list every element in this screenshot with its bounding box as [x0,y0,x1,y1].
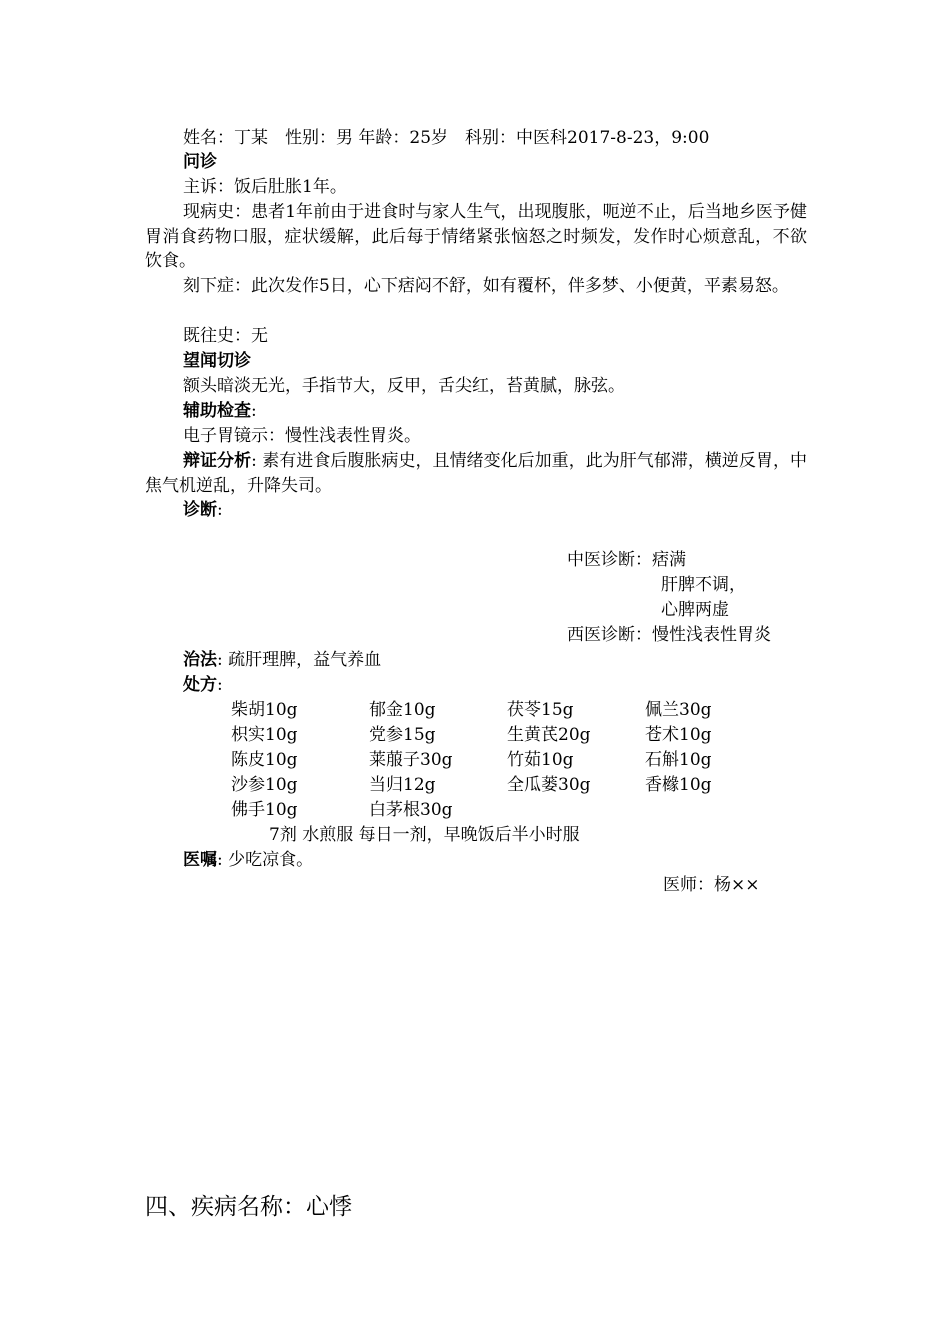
tcm-diagnosis-line3: 心脾两虚 [661,600,729,620]
advice-text: : 少吃凉食。 [217,850,314,870]
tcm-diagnosis-line2: 肝脾不调， [661,575,746,595]
herb-item: 佛手10g [231,800,298,820]
herb-row [231,773,791,798]
tcm-diagnosis [567,548,686,572]
heading-treatment: 治法 [183,650,217,670]
past-history: 既往史：无 [183,326,268,346]
treatment-line [183,648,381,672]
aux-text: 电子胃镜示：慢性浅表性胃炎。 [183,426,421,446]
section-title: 四、疾病名称：心悸 [145,1194,352,1220]
herb-item: 香橼10g [645,775,712,795]
herb-item: 沙参10g [231,775,298,795]
doctor-signature: 医师：杨×× [663,875,760,895]
tcm-diagnosis-label: 中医诊断： [567,550,652,570]
diagnosis-colon: : [217,500,223,520]
heading-wangwen: 望闻切诊 [183,351,251,371]
chief-complaint: 主诉：饭后肚胀1年。 [183,177,347,197]
herb-item: 白茅根30g [369,800,453,820]
herb-item: 佩兰30g [645,700,712,720]
herb-item: 柴胡10g [231,700,298,720]
herb-item: 全瓜蒌30g [507,775,591,795]
analysis-text: : 素有进食后腹胀病史，且情绪变化后加重，此为肝气郁滞，横逆反胃，中焦气机逆乱，升降失司。 [145,451,808,496]
wm-diagnosis-label: 西医诊断： [567,625,652,645]
prescription-grid [231,698,791,823]
present-history: 现病史：患者1年前由于进食时与家人生气，出现腹胀，呃逆不止，后当地乡医予健胃消食药物口服，症状缓解，此后每于情绪紧张恼怒之时频发，发作时心烦意乱，不欲饮食。 [145,202,807,271]
herb-item: 石斛10g [645,750,712,770]
heading-analysis: 辩证分析 [183,451,252,471]
current-symptoms: 刻下症：此次发作5日，心下痞闷不舒，如有覆杯，伴多梦、小便黄，平素易怒。 [183,276,789,296]
analysis-paragraph [145,449,807,498]
heading-aux: 辅助检查 [183,401,251,421]
herb-item: 枳实10g [231,725,298,745]
advice-line [183,848,313,872]
aux-colon: : [251,401,257,421]
treatment-text: : 疏肝理脾，益气养血 [217,650,382,670]
wm-diagnosis [567,623,771,647]
patient-header-line: 姓名：丁某 性别：男 年龄：25岁 科别：中医科2017-8-23，9:00 [183,128,710,148]
herb-item: 竹茹10g [507,750,574,770]
herb-item: 莱菔子30g [369,750,453,770]
tcm-diagnosis-value: 痞满 [652,550,686,570]
herb-item: 党参15g [369,725,436,745]
herb-row [231,748,791,773]
herb-item: 生黄芪20g [507,725,591,745]
herb-item: 郁金10g [369,700,436,720]
prescription-usage: 7剂 水煎服 每日一剂，早晚饭后半小时服 [269,825,580,845]
heading-prescription: 处方 [183,675,217,695]
herb-item: 茯苓15g [507,700,574,720]
aux-heading-line [183,399,257,423]
heading-advice: 医嘱 [183,850,217,870]
heading-wenzhen: 问诊 [183,152,217,172]
herb-item: 当归12g [369,775,436,795]
herb-item: 陈皮10g [231,750,298,770]
wangwen-text: 额头暗淡无光，手指节大，反甲，舌尖红，苔黄腻，脉弦。 [183,376,625,396]
herb-row [231,798,791,823]
herb-row [231,698,791,723]
prescription-heading-line [183,673,223,697]
diagnosis-heading-line [183,498,223,522]
prescription-colon: : [217,675,223,695]
herb-item: 苍术10g [645,725,712,745]
herb-row [231,723,791,748]
wm-diagnosis-value: 慢性浅表性胃炎 [652,625,771,645]
heading-diagnosis: 诊断 [183,500,217,520]
